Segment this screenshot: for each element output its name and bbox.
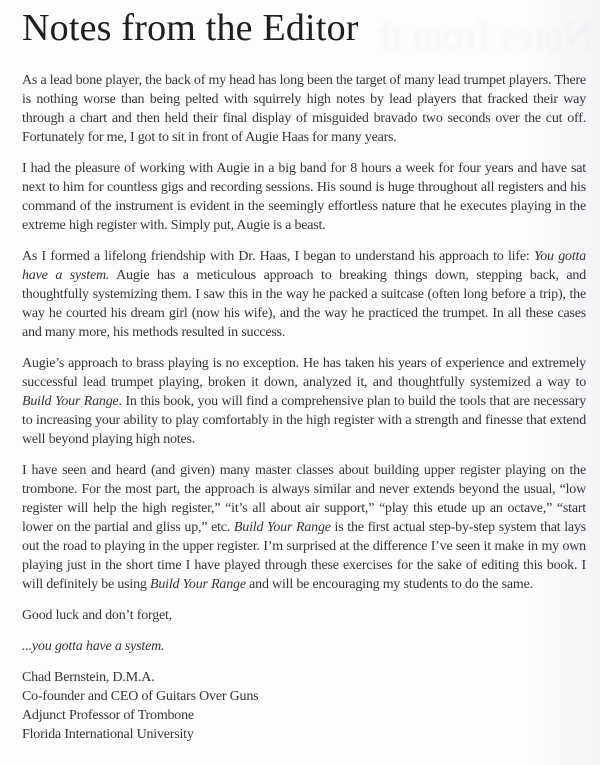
signature-name: Chad Bernstein, D.M.A. (22, 670, 155, 685)
paragraph-brass-playing: Augie’s approach to brass playing is no exception. He has taken his years of experience and extremely successful lead trumpet playing, broken it down, analyzed it, and thoughtfully systemized a way to Build Your Range. In this book, you will find a comprehensive plan to build the tools that are necessary to increasing your ability to play comfortably in the high register with a strength and finesse that extend well beyond playing high notes. (22, 356, 586, 447)
signature-role-professor: Adjunct Professor of Trombone (22, 708, 194, 723)
paragraph-working-with-augie: I had the pleasure of working with Augie in a big band for 8 hours a week for four years and have sat next to him for countless gigs and recording sessions. His sound is huge throughout all registers and his command of the instrument is evident in the seemingly effortless nature that he executes playing in the extreme high register with. Simply put, Augie is a beast. (22, 161, 586, 233)
page-title: Notes from the Editor (22, 7, 359, 49)
signature-university: Florida International University (22, 727, 194, 742)
signature-role-ceo: Co-founder and CEO of Guitars Over Guns (22, 689, 259, 704)
paragraph-intro: As a lead bone player, the back of my head has long been the target of many lead trumpet players. There is nothing worse than being pelted with squirrely high notes by lead players that fracked their way through a chart and then held their final display of misguided bravado two seconds over the cut off. Fortunately for me, I got to sit in front of Augie Haas for many years. (22, 73, 586, 145)
closing-line: Good luck and don’t forget, (22, 608, 173, 623)
paragraph-friendship-system: As I formed a lifelong friendship with Dr. Haas, I began to understand his approach to life: You gotta have a system. Augie has a meticulous approach to breaking things down, stepping back, and thoughtfully systemizing them. I saw this in the way he packed a suitcase (often long before a trip), the way he courted his dream girl (now his wife), and the way he practiced the trumpet. In all these cases and many more, his methods resulted in success. (22, 249, 587, 340)
paragraph-master-classes: I have seen and heard (and given) many master classes about building upper register playing on the trombone. For the most part, the approach is always similar and never extends beyond the usual, “low register will help the high register,” “it’s all about air support,” “play this etude up an octave,” “start lower on the partial and gliss up,” etc. Build Your Range is the first actual step-by-step system that lays out the road to playing in the upper register. I’m surprised at the difference I’ve seen it make in my own playing just in the short time I have played through these exercises for the sake of editing this book. I will definitely be using Build Your Range and will be encouraging my students to do the same. (22, 463, 586, 592)
tagline-italic: ...you gotta have a system. (22, 639, 165, 654)
signature-block (22, 668, 586, 744)
